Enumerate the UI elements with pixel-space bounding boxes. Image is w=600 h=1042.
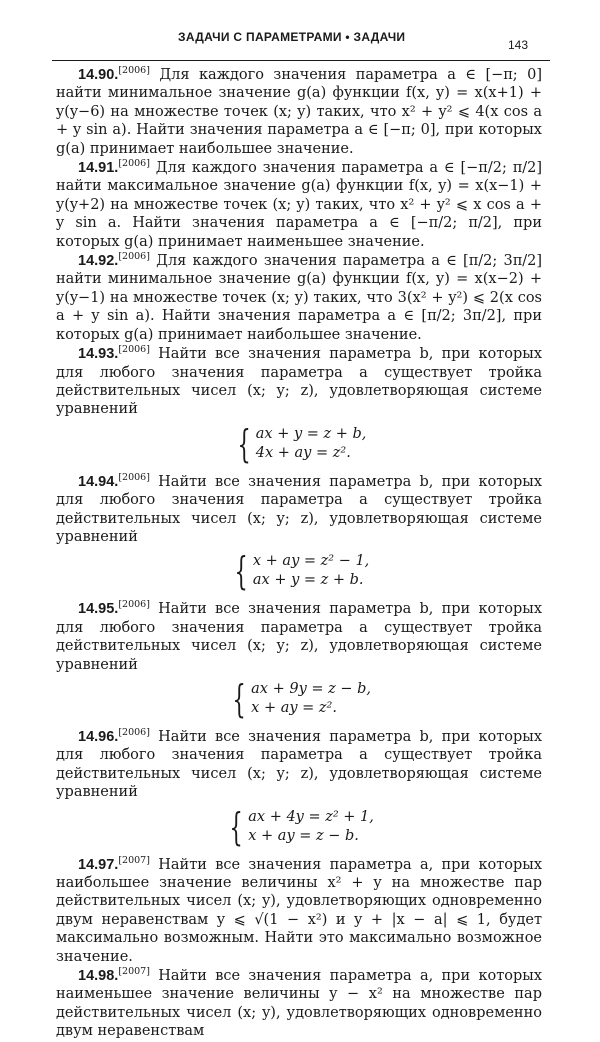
problem-year: [2006] [118, 158, 150, 170]
problem-year: [2007] [118, 854, 150, 866]
equation: x + ay = z². [251, 699, 337, 716]
equation: ax + y = z + b, [255, 425, 367, 442]
equation-system [56, 676, 542, 721]
header-title: ЗАДАЧИ С ПАРАМЕТРАМИ • ЗАДАЧИ [178, 30, 406, 44]
problem-14-98 [56, 967, 542, 1041]
problem-year: [2006] [118, 65, 150, 77]
problem-text: Найти все значения параметра b, при которых для любого значения параметра a существует тройка действительных чисел (x; y; z), удовлетворяющая системе уравнений [56, 473, 542, 545]
running-header [0, 18, 600, 60]
problem-number: 14.91. [78, 160, 119, 177]
problem-text: Найти все значения параметра b, при которых для любого значения параметра a существует тройка действительных чисел (x; y; z), удовлетворяющая системе уравнений [56, 728, 542, 801]
problem-14-93 [56, 344, 542, 466]
problem-text: Для каждого значения параметра a ∈ [−π/2; π/2] найти максимальное значение g(a) функции f(x, y) = x(x−1) + y(y+2) на множестве точек (x; y) таких, что x² + y² ⩽ x cos a + y sin a. Найти значения параметра a ∈ [−π/2; π/2], при которых g(a) принимает наименьшее значение. [56, 160, 542, 250]
equation: x + ay = z² − 1, [252, 553, 370, 570]
problem-14-92 [56, 252, 542, 344]
problem-text: Найти все значения параметра b, при которых для любого значения параметра a существует тройка действительных чисел (x; y; z), удовлетворяющая системе уравнений [56, 601, 542, 673]
equation-system [56, 549, 542, 594]
problem-year: [2006] [118, 599, 150, 611]
problem-text: Для каждого значения параметра a ∈ [−π; 0] найти минимальное значение g(a) функции f(x, y) = x(x+1) + y(y−6) на множестве точек (x; y) таких, что x² + y² ⩽ 4(x cos a + y sin a). Найти значения параметра a ∈ [−π; 0], при которых g(a) принимает наибольшее значение. [56, 67, 542, 157]
equation: 4x + ay = z². [255, 444, 351, 461]
problem-year: [2006] [118, 727, 150, 739]
problem-number: 14.96. [78, 728, 119, 745]
problem-text: Для каждого значения параметра a ∈ [π/2; 3π/2] найти минимальное значение g(a) функции f(x, y) = x(x−2) + y(y−1) на множестве точек (x; y) таких, что 3(x² + y²) ⩽ 2(x cos a + y sin a). Найти значения параметра a ∈ [π/2; 3π/2], при которых g(a) принимает наибольшее значение. [56, 253, 543, 343]
equation: x + ay = z − b. [248, 827, 359, 844]
equation: ax + y = z + b. [252, 572, 364, 589]
problem-number: 14.90. [78, 67, 119, 83]
problem-text: Найти все значения параметра a, при которых наименьшее значение величины y − x² на множестве пар действительных чисел (x; y), удовлетворяющих одновременно двум неравенствам [56, 968, 542, 1040]
problem-year: [2006] [118, 344, 150, 356]
problem-year: [2006] [118, 251, 150, 263]
brace: { [234, 549, 248, 594]
header-rule [52, 60, 550, 61]
problem-number: 14.97. [78, 856, 119, 873]
equation-system [56, 804, 542, 849]
problem-list [56, 66, 542, 1042]
problem-number: 14.95. [78, 601, 119, 618]
problem-number: 14.98. [78, 968, 119, 985]
problem-year: [2006] [118, 471, 150, 483]
problem-text: Найти все значения параметра a, при которых наибольшее значение величины x² + y на множестве пар действительных чисел (x; y), удовлетворяющих одновременно двум неравенствам y ⩽ √(1 − x²) и y + |x − a| ⩽ 1, будет максимально возможным. Найти это максимально возможное значение. [56, 856, 542, 965]
equation: ax + 4y = z² + 1, [248, 808, 374, 825]
problem-number: 14.94. [78, 473, 119, 490]
problem-14-91 [56, 159, 542, 251]
problem-14-97 [56, 856, 542, 966]
equation-system [56, 421, 542, 466]
problem-14-94 [56, 471, 542, 594]
problem-number: 14.93. [78, 346, 119, 363]
brace: { [232, 676, 246, 721]
problem-14-90 [56, 66, 542, 158]
problem-14-95 [56, 599, 542, 721]
brace: { [237, 421, 251, 466]
brace: { [229, 804, 243, 849]
problem-year: [2007] [118, 966, 150, 978]
equation: ax + 9y = z − b, [251, 680, 372, 697]
problem-text: Найти все значения параметра b, при которых для любого значения параметра a существует тройка действительных чисел (x; y; z), удовлетворяющая системе уравнений [56, 346, 542, 418]
page-number: 143 [508, 38, 529, 52]
problem-number: 14.92. [78, 253, 119, 270]
problem-14-96 [56, 727, 542, 849]
